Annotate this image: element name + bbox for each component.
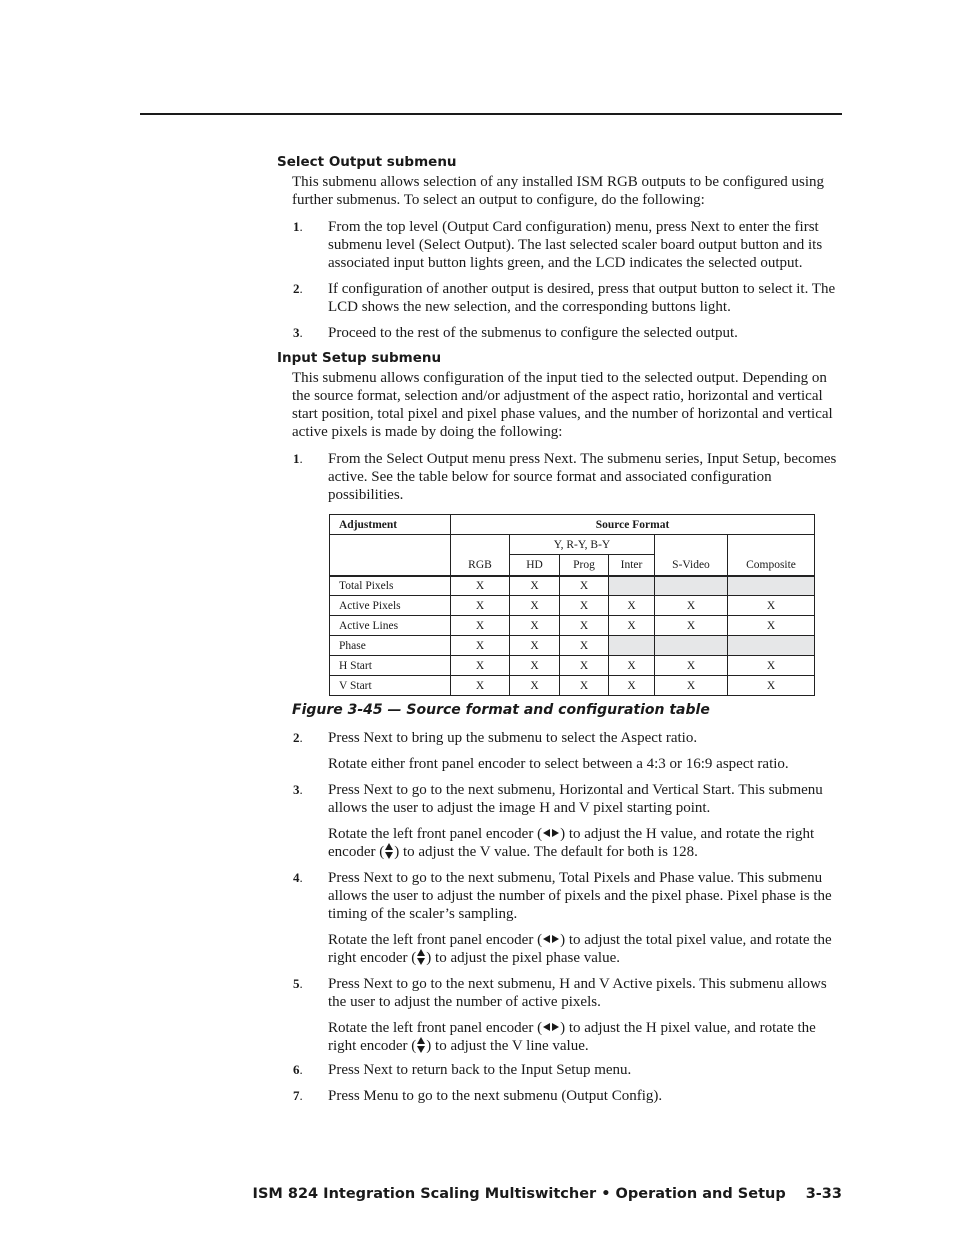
note-text: ) to adjust the H pixel value, and rotate the right encoder ( [328, 1020, 816, 1054]
table-cell: X [510, 676, 560, 696]
note-text: ) to adjust the total pixel value, and rotate the right encoder ( [328, 932, 832, 966]
step-number: 2 . [293, 280, 303, 298]
input-setup-step-7 [277, 1087, 842, 1105]
input-setup-heading: Input Setup submenu [277, 350, 442, 366]
step-number: 5 . [293, 975, 303, 993]
table-cell: X [510, 636, 560, 656]
footer-title: ISM 824 Integration Scaling Multiswitcher • Operation and Setup [252, 1186, 786, 1202]
row-label: V Start [330, 676, 451, 696]
table-row [330, 636, 815, 656]
row-label: Phase [330, 636, 451, 656]
step-2-note: Rotate either front panel encoder to select between a 4:3 or 16:9 aspect ratio. [328, 756, 789, 772]
input-setup-intro: This submenu allows configuration of the input tied to the selected output. Depending on the source format, selection and/or adjustment of the aspect ratio, horizontal and vertical start position, total pixel and pixel phase values, and the number of horizontal and vertical active pixels is made by doing the following: [292, 370, 833, 440]
table-row [330, 576, 815, 596]
table-cell [728, 636, 815, 656]
col-s-video: S-Video [655, 535, 728, 576]
table-cell: X [451, 656, 510, 676]
figure-caption: Figure 3-45 — Source format and configuration table [292, 702, 710, 718]
table-cell: X [451, 636, 510, 656]
table-cell: X [510, 616, 560, 636]
row-label: Active Pixels [330, 596, 451, 616]
select-output-heading: Select Output submenu [277, 154, 457, 170]
table-cell: X [560, 596, 609, 616]
select-output-steps [277, 218, 842, 342]
table-cell: X [655, 616, 728, 636]
table-row [330, 616, 815, 636]
table-cell: X [655, 656, 728, 676]
table-cell: X [609, 596, 655, 616]
step-text: Press Next to bring up the submenu to select the Aspect ratio. [328, 730, 698, 746]
select-output-step-1 [277, 218, 842, 272]
col-prog: Prog [560, 555, 609, 576]
select-output-intro: This submenu allows selection of any installed ISM RGB outputs to be configured using further submenus. To select an output to configure, do the following: [292, 174, 825, 208]
page-number: 3-33 [805, 1186, 842, 1202]
step-text: From the top level (Output Card configuration) menu, press Next to enter the first submenu level (Select Output). The last selected scaler board output button and its associated input button lights green, and the LCD indicates the selected output. [328, 219, 823, 271]
table-cell: X [609, 656, 655, 676]
table-cell: X [560, 576, 609, 596]
table-cell: X [560, 636, 609, 656]
table-cell: X [451, 616, 510, 636]
table-body [330, 576, 815, 696]
step-number: 4 . [293, 869, 303, 887]
input-setup-step-3 [277, 781, 842, 817]
step-text: Proceed to the rest of the submenus to configure the selected output. [328, 325, 738, 341]
step-4-note [277, 931, 842, 967]
input-setup-step-2 [277, 729, 842, 747]
note-text: ) to adjust the V line value. [426, 1038, 589, 1054]
table-cell [655, 636, 728, 656]
table-cell: X [510, 576, 560, 596]
table-cell [728, 576, 815, 596]
table-cell: X [451, 596, 510, 616]
input-setup-step-5 [277, 975, 842, 1011]
select-output-step-3 [277, 324, 842, 342]
table-cell [609, 576, 655, 596]
row-label: H Start [330, 656, 451, 676]
source-format-table [329, 514, 815, 696]
step-number: 7 . [293, 1087, 303, 1105]
source-format-header: Source Format [451, 515, 815, 535]
step-number: 2 . [293, 729, 303, 747]
group-header: Y, R-Y, B-Y [510, 535, 655, 555]
header-rule [140, 113, 842, 115]
adjustment-header-blank [330, 535, 451, 576]
step-text: Press Next to go to the next submenu, Total Pixels and Phase value. This submenu allows the user to adjust the number of pixels and the pixel phase. Pixel phase is the timing of the scaler’s sampling. [328, 870, 832, 922]
table-cell: X [510, 596, 560, 616]
col-hd: HD [510, 555, 560, 576]
table-cell [609, 636, 655, 656]
table-cell: X [451, 576, 510, 596]
up-down-arrows-icon [417, 1037, 425, 1053]
table-cell: X [609, 676, 655, 696]
input-setup-step-6 [277, 1061, 842, 1079]
note-text: Rotate the left front panel encoder ( [328, 932, 543, 948]
col-rgb: RGB [451, 535, 510, 576]
page-content [277, 153, 842, 1105]
table-cell: X [728, 596, 815, 616]
note-text: ) to adjust the H value, and rotate the right encoder ( [328, 826, 815, 860]
step-text: Press Next to return back to the Input Setup menu. [328, 1062, 632, 1078]
table-cell: X [609, 616, 655, 636]
table-cell: X [451, 676, 510, 696]
row-label: Active Lines [330, 616, 451, 636]
table-cell: X [560, 616, 609, 636]
table-cell: X [728, 616, 815, 636]
table-row [330, 596, 815, 616]
row-label: Total Pixels [330, 576, 451, 596]
step-text: Press Next to go to the next submenu, Horizontal and Vertical Start. This submenu allows the user to adjust the image H and V pixel starting point. [328, 782, 823, 816]
note-text: Rotate the left front panel encoder ( [328, 826, 543, 842]
step-number: 3 . [293, 781, 303, 799]
table-row [330, 676, 815, 696]
note-text: ) to adjust the V value. The default for both is 128. [394, 844, 698, 860]
adjustment-header: Adjustment [330, 515, 451, 535]
step-number: 1 . [293, 218, 303, 236]
page-footer [253, 1184, 842, 1204]
table-cell: X [560, 676, 609, 696]
step-3-note [277, 825, 842, 861]
col-inter: Inter [609, 555, 655, 576]
step-text: If configuration of another output is desired, press that output button to select it. The LCD shows the new selection, and the corresponding buttons light. [328, 281, 836, 315]
left-right-arrows-icon [543, 829, 559, 837]
step-5-note [277, 1019, 842, 1055]
step-text: From the Select Output menu press Next. The submenu series, Input Setup, becomes active. See the table below for source format and associated configuration possibilities. [328, 451, 837, 503]
step-text: Press Next to go to the next submenu, H and V Active pixels. This submenu allows the user to adjust the number of active pixels. [328, 976, 827, 1010]
table-cell: X [655, 676, 728, 696]
table-cell: X [728, 656, 815, 676]
left-right-arrows-icon [543, 935, 559, 943]
table-cell: X [510, 656, 560, 676]
up-down-arrows-icon [417, 949, 425, 965]
input-setup-step-1 [277, 450, 842, 504]
col-composite: Composite [728, 535, 815, 576]
step-number: 1 . [293, 450, 303, 468]
step-text: Press Menu to go to the next submenu (Output Config). [328, 1088, 663, 1104]
table-cell: X [728, 676, 815, 696]
left-right-arrows-icon [543, 1023, 559, 1031]
table-cell: X [560, 656, 609, 676]
table-cell [655, 576, 728, 596]
table-row [330, 656, 815, 676]
step-number: 3 . [293, 324, 303, 342]
select-output-step-2 [277, 280, 842, 316]
up-down-arrows-icon [385, 843, 393, 859]
input-setup-step-4 [277, 869, 842, 923]
note-text: Rotate the left front panel encoder ( [328, 1020, 543, 1036]
table-cell: X [655, 596, 728, 616]
step-number: 6 . [293, 1061, 303, 1079]
note-text: ) to adjust the pixel phase value. [426, 950, 620, 966]
